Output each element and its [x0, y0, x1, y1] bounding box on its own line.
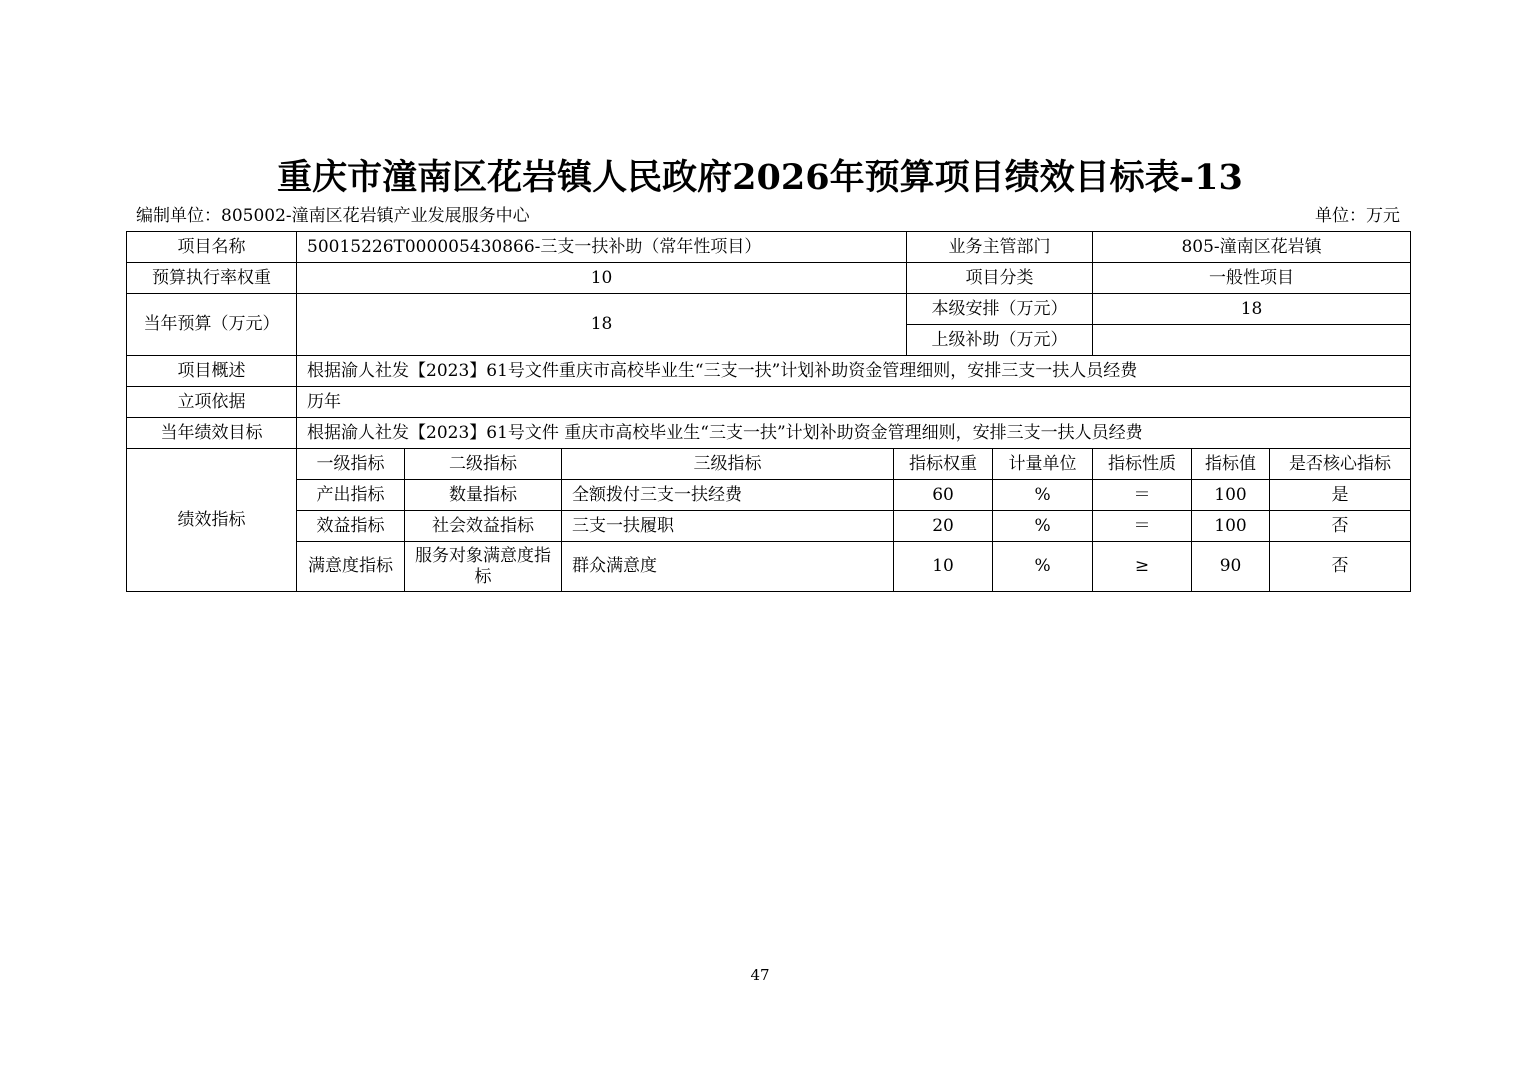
- indicator-level1: 产出指标: [297, 480, 405, 511]
- indicators-label: 绩效指标: [127, 449, 297, 592]
- indicator-unit: %: [993, 511, 1093, 542]
- indicator-value: 100: [1192, 480, 1270, 511]
- exec-rate-label: 预算执行率权重: [127, 263, 297, 294]
- indicator-nature: ≥: [1093, 542, 1192, 592]
- header-value: 指标值: [1192, 449, 1270, 480]
- indicator-level1: 满意度指标: [297, 542, 405, 592]
- performance-table: [126, 231, 1411, 592]
- table-row: [127, 542, 1411, 592]
- indicator-level3: 群众满意度: [562, 542, 894, 592]
- indicator-weight: 20: [894, 511, 993, 542]
- upper-value: [1093, 325, 1411, 356]
- indicator-level3: 全额拨付三支一扶经费: [562, 480, 894, 511]
- indicator-nature: ＝: [1093, 480, 1192, 511]
- category-value: 一般性项目: [1093, 263, 1411, 294]
- row-basis: [127, 387, 1411, 418]
- project-name-value: 50015226T000005430866-三支一扶补助（常年性项目）: [297, 232, 907, 263]
- header-level2: 二级指标: [405, 449, 562, 480]
- local-value: 18: [1093, 294, 1411, 325]
- currency-unit: 单位：万元: [1315, 206, 1400, 226]
- meta-row: [136, 205, 1400, 227]
- table-row: [127, 480, 1411, 511]
- local-label: 本级安排（万元）: [907, 294, 1093, 325]
- indicator-level2: 服务对象满意度指标: [405, 542, 562, 592]
- exec-rate-value: 10: [297, 263, 907, 294]
- indicator-value: 90: [1192, 542, 1270, 592]
- indicator-level2: 社会效益指标: [405, 511, 562, 542]
- indicator-core: 否: [1270, 511, 1411, 542]
- compiling-unit: 编制单位：805002-潼南区花岩镇产业发展服务中心: [136, 206, 530, 226]
- header-level1: 一级指标: [297, 449, 405, 480]
- basis-value: 历年: [297, 387, 1411, 418]
- header-nature: 指标性质: [1093, 449, 1192, 480]
- budget-label: 当年预算（万元）: [127, 294, 297, 356]
- indicator-unit: %: [993, 480, 1093, 511]
- category-label: 项目分类: [907, 263, 1093, 294]
- indicator-level3: 三支一扶履职: [562, 511, 894, 542]
- overview-value: 根据渝人社发【2023】61号文件重庆市高校毕业生“三支一扶”计划补助资金管理细则，安排三支一扶人员经费: [297, 356, 1411, 387]
- page-number: 47: [750, 966, 770, 984]
- indicator-value: 100: [1192, 511, 1270, 542]
- indicator-nature: ＝: [1093, 511, 1192, 542]
- goal-value: 根据渝人社发【2023】61号文件 重庆市高校毕业生“三支一扶”计划补助资金管理细则，安排三支一扶人员经费: [297, 418, 1411, 449]
- indicator-level1: 效益指标: [297, 511, 405, 542]
- indicator-unit: %: [993, 542, 1093, 592]
- overview-label: 项目概述: [127, 356, 297, 387]
- header-unit: 计量单位: [993, 449, 1093, 480]
- budget-value: 18: [297, 294, 907, 356]
- row-project-name: [127, 232, 1411, 263]
- row-overview: [127, 356, 1411, 387]
- indicator-weight: 60: [894, 480, 993, 511]
- table-row: [127, 511, 1411, 542]
- row-budget: [127, 294, 1411, 325]
- indicator-header-row: [127, 449, 1411, 480]
- indicator-core: 否: [1270, 542, 1411, 592]
- dept-label: 业务主管部门: [907, 232, 1093, 263]
- basis-label: 立项依据: [127, 387, 297, 418]
- indicator-core: 是: [1270, 480, 1411, 511]
- goal-label: 当年绩效目标: [127, 418, 297, 449]
- project-name-label: 项目名称: [127, 232, 297, 263]
- header-weight: 指标权重: [894, 449, 993, 480]
- page-title: 重庆市潼南区花岩镇人民政府2026年预算项目绩效目标表-13: [277, 157, 1243, 198]
- header-level3: 三级指标: [562, 449, 894, 480]
- upper-label: 上级补助（万元）: [907, 325, 1093, 356]
- row-goal: [127, 418, 1411, 449]
- indicator-weight: 10: [894, 542, 993, 592]
- header-core: 是否核心指标: [1270, 449, 1411, 480]
- row-exec-rate: [127, 263, 1411, 294]
- indicator-level2: 数量指标: [405, 480, 562, 511]
- dept-value: 805-潼南区花岩镇: [1093, 232, 1411, 263]
